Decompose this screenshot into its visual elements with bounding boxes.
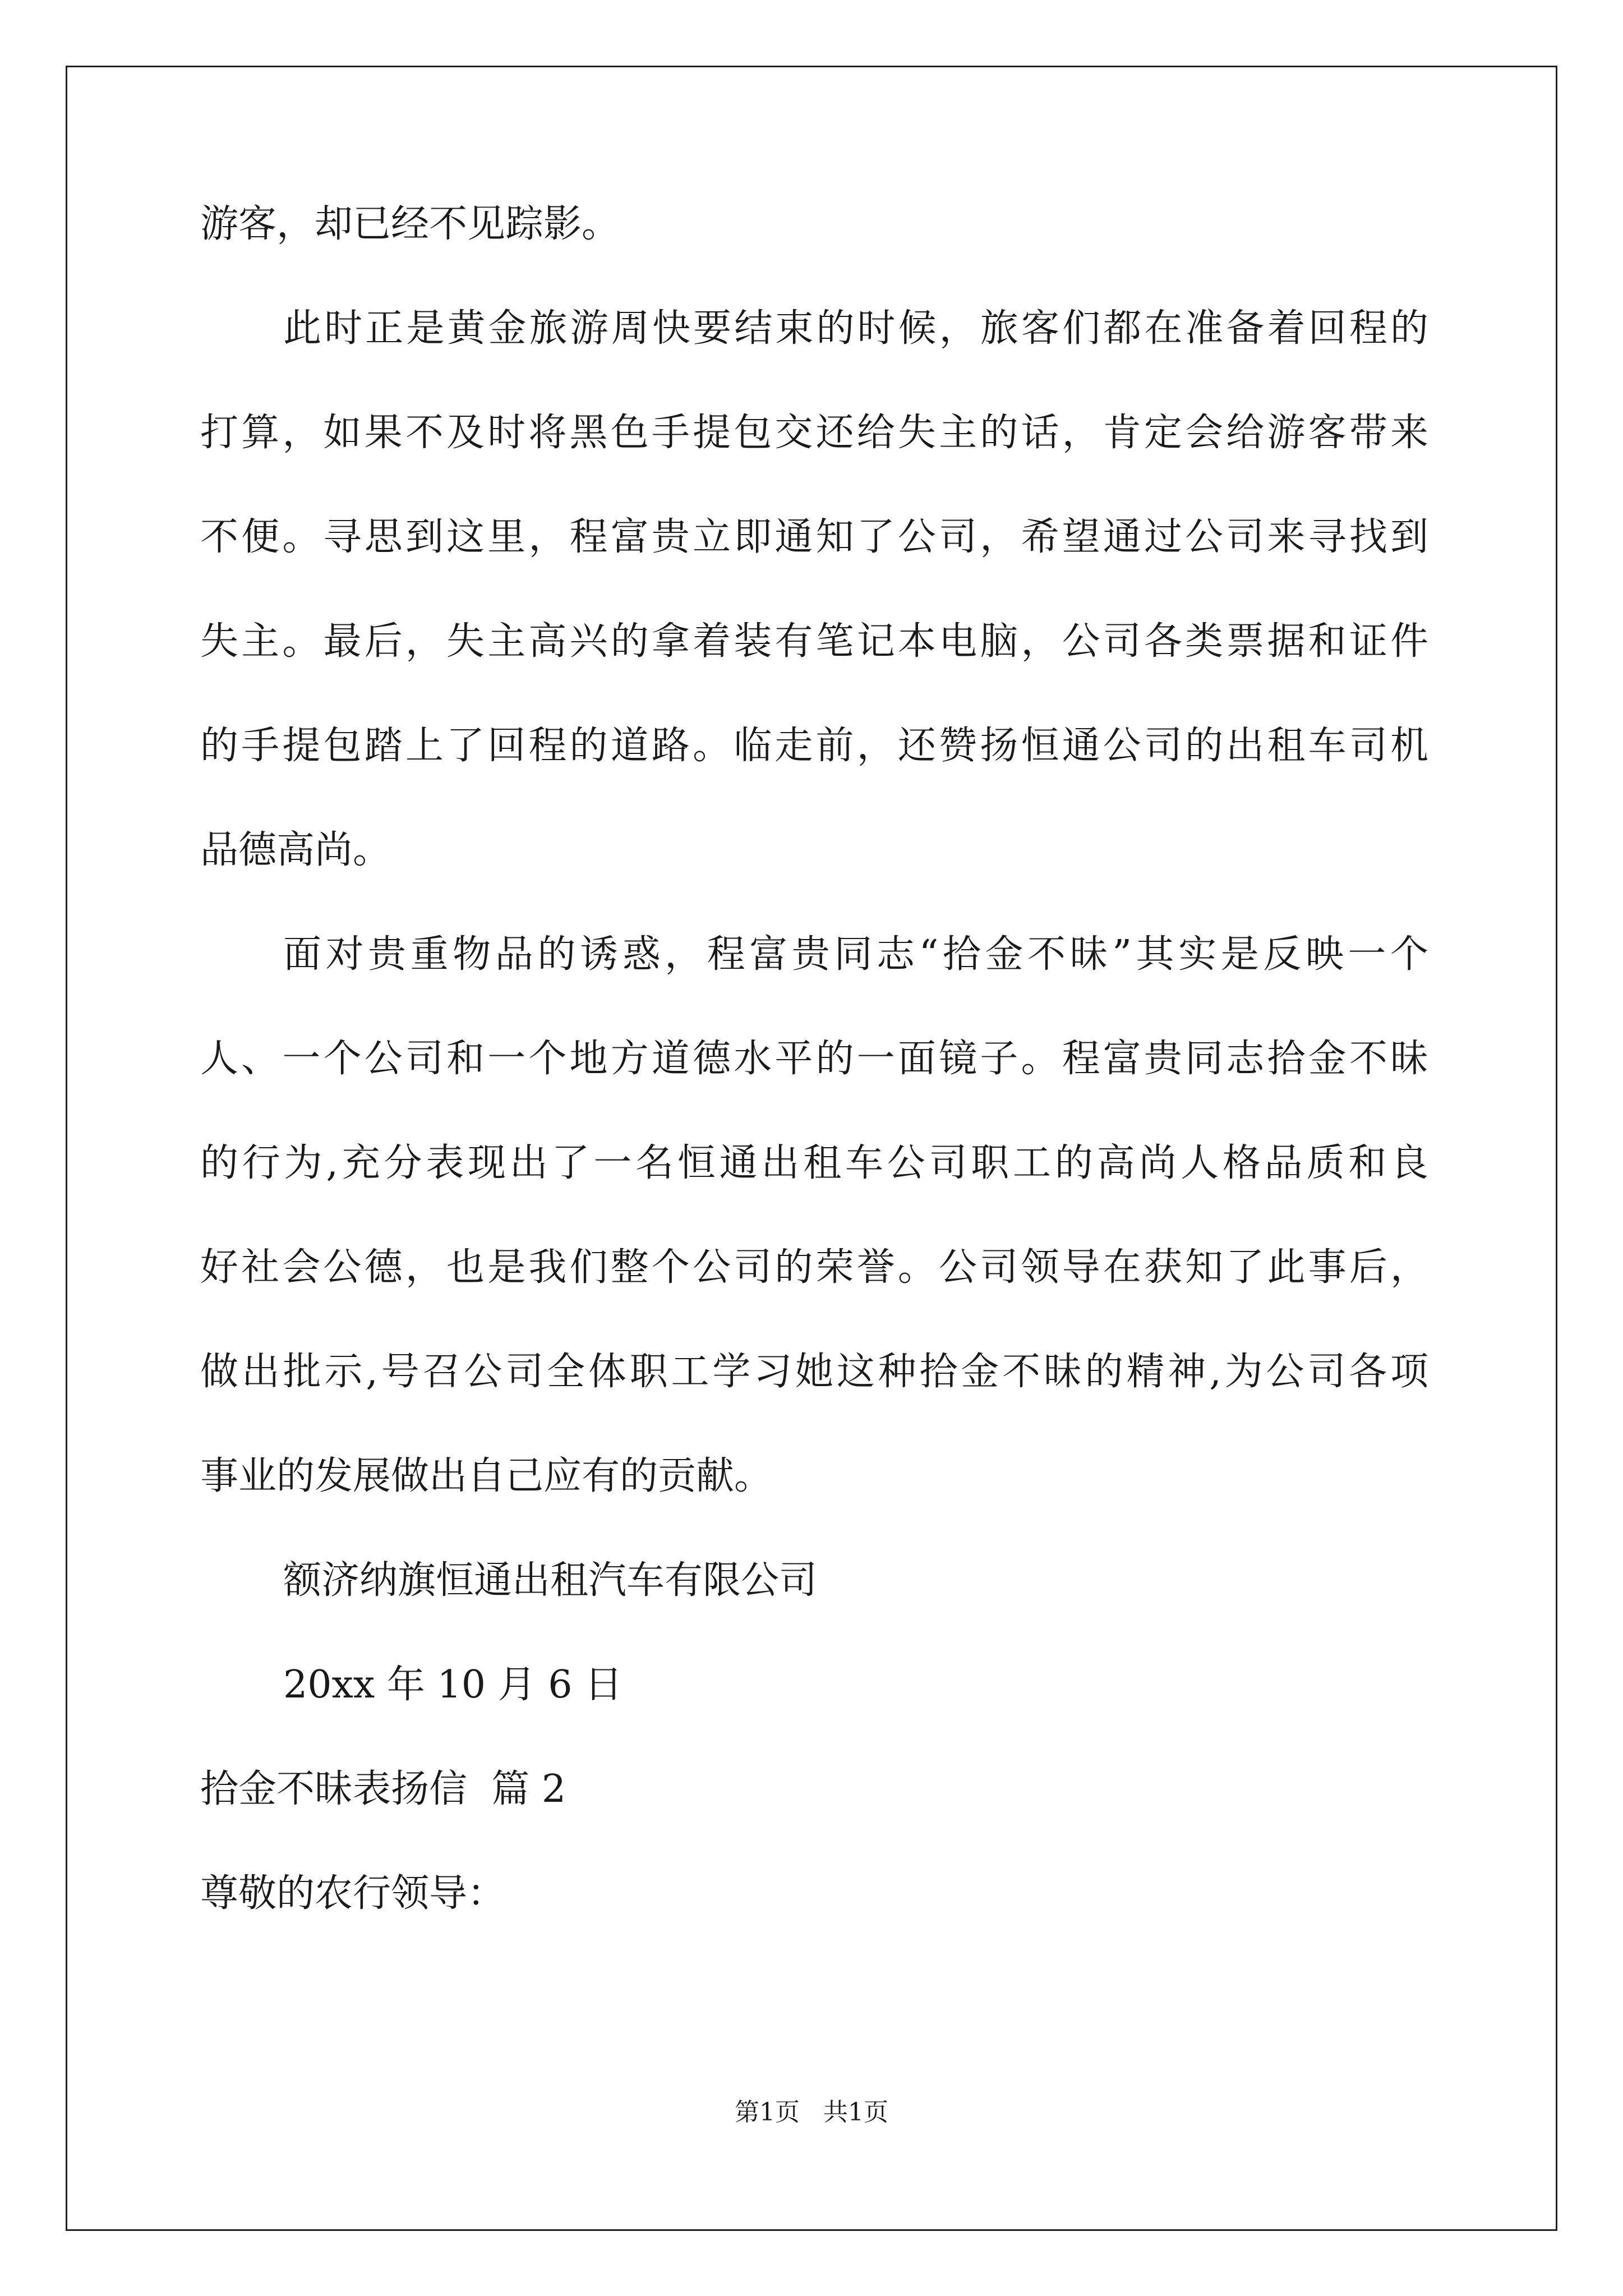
section-heading: 拾金不昧表扬信 篇 2 xyxy=(200,1767,566,1811)
paragraph-line: 不便。寻思到这里，程富贵立即通知了公司，希望通过公司来寻找到 xyxy=(200,515,1428,559)
paragraph-line: 人、一个公司和一个地方道德水平的一面镜子。程富贵同志拾金不昧 xyxy=(200,1037,1428,1081)
paragraph-line: 品德高尚。 xyxy=(200,828,391,872)
paragraph-line: 失主。最后，失主高兴的拿着装有笔记本电脑，公司各类票据和证件 xyxy=(200,619,1428,664)
paragraph-line: 游客，却已经不见踪影。 xyxy=(200,202,620,246)
paragraph-line: 的手提包踏上了回程的道路。临走前，还赞扬恒通公司的出租车司机 xyxy=(200,724,1428,768)
salutation: 尊敬的农行领导： xyxy=(200,1871,506,1916)
paragraph-line: 面对贵重物品的诱惑，程富贵同志“拾金不昧”其实是反映一个 xyxy=(283,932,1428,977)
paragraph-line: 打算，如果不及时将黑色手提包交还给失主的话，肯定会给游客带来 xyxy=(200,411,1428,455)
paragraph-line: 的行为,充分表现出了一名恒通出租车公司职工的高尚人格品质和良 xyxy=(200,1141,1428,1185)
paragraph-line: 好社会公德，也是我们整个公司的荣誉。公司领导在获知了此事后， xyxy=(200,1245,1428,1290)
paragraph-line: 此时正是黄金旅游周快要结束的时候，旅客们都在准备着回程的 xyxy=(283,306,1428,351)
page-footer: 第1页 共1页 xyxy=(735,2098,888,2127)
signature-date: 20xx 年 10 月 6 日 xyxy=(283,1663,623,1707)
signature-company: 额济纳旗恒通出租汽车有限公司 xyxy=(283,1558,818,1603)
paragraph-line: 做出批示,号召公司全体职工学习她这种拾金不昧的精神,为公司各项 xyxy=(200,1350,1428,1394)
paragraph-line: 事业的发展做出自己应有的贡献。 xyxy=(200,1454,773,1498)
